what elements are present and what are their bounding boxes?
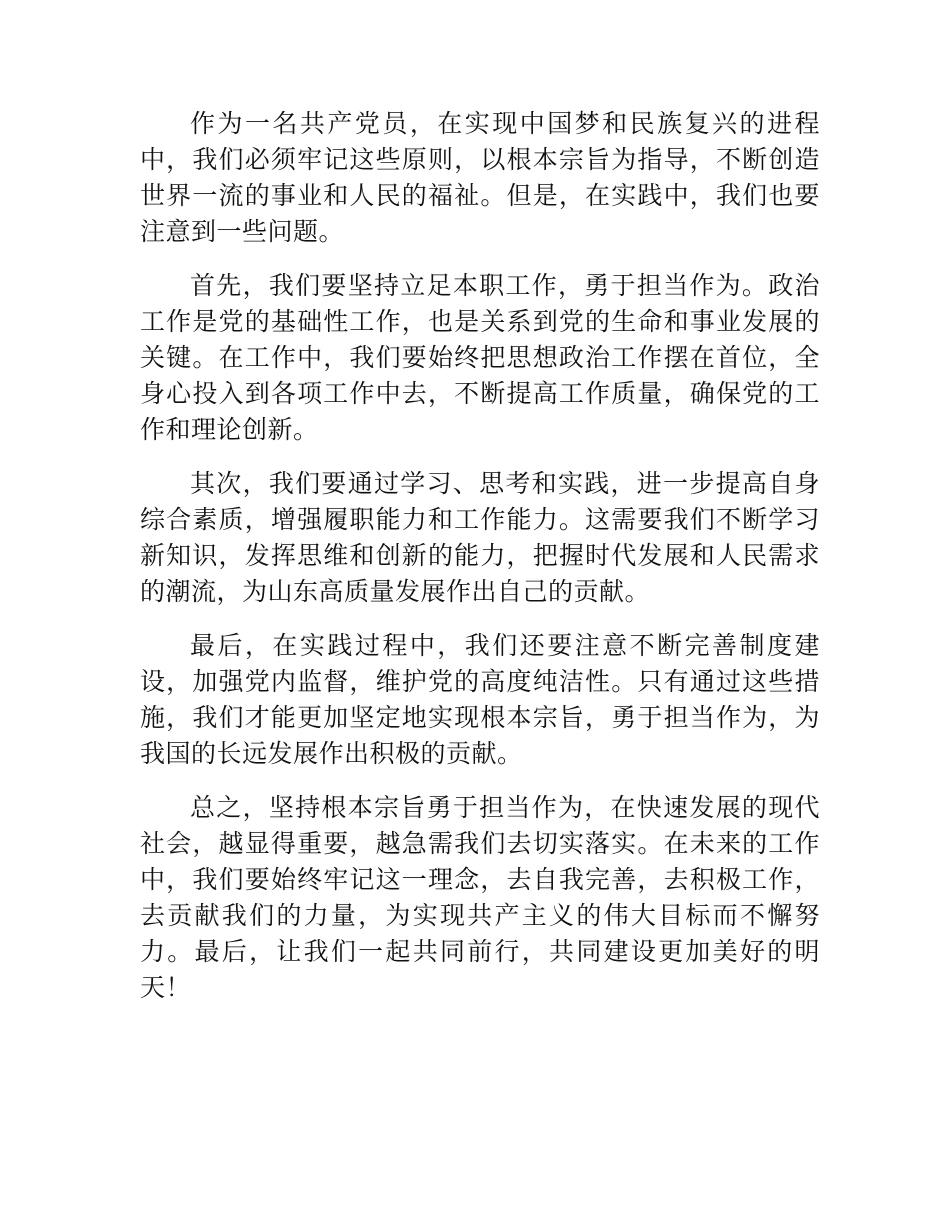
paragraph-1: 作为一名共产党员，在实现中国梦和民族复兴的进程中，我们必须牢记这些原则，以根本宗旨为指导，不断创造世界一流的事业和人民的福祉。但是，在实践中，我们也要注意到一些问题。 [140,109,820,246]
paragraph-3: 其次，我们要通过学习、思考和实践，进一步提高自身综合素质，增强履职能力和工作能力。这需要我们不断学习新知识，发挥思维和创新的能力，把握时代发展和人民需求的潮流，为山东高质量发展作出自己的贡献。 [140,469,820,606]
paragraph-4: 最后，在实践过程中，我们还要注意不断完善制度建设，加强党内监督，维护党的高度纯洁性。只有通过这些措施，我们才能更加坚定地实现根本宗旨，勇于担当作为，为我国的长远发展作出积极的贡献。 [140,631,820,768]
paragraph-2: 首先，我们要坚持立足本职工作，勇于担当作为。政治工作是党的基础性工作，也是关系到党的生命和事业发展的关键。在工作中，我们要始终把思想政治工作摆在首位，全身心投入到各项工作中去，不断提高工作质量，确保党的工作和理论创新。 [140,271,820,444]
paragraph-5: 总之，坚持根本宗旨勇于担当作为，在快速发展的现代社会，越显得重要，越急需我们去切实落实。在未来的工作中，我们要始终牢记这一理念，去自我完善，去积极工作，去贡献我们的力量，为实现共产主义的伟大目标而不懈努力。最后，让我们一起共同前行，共同建设更加美好的明天！ [140,793,820,1002]
document-body [140,106,820,1024]
